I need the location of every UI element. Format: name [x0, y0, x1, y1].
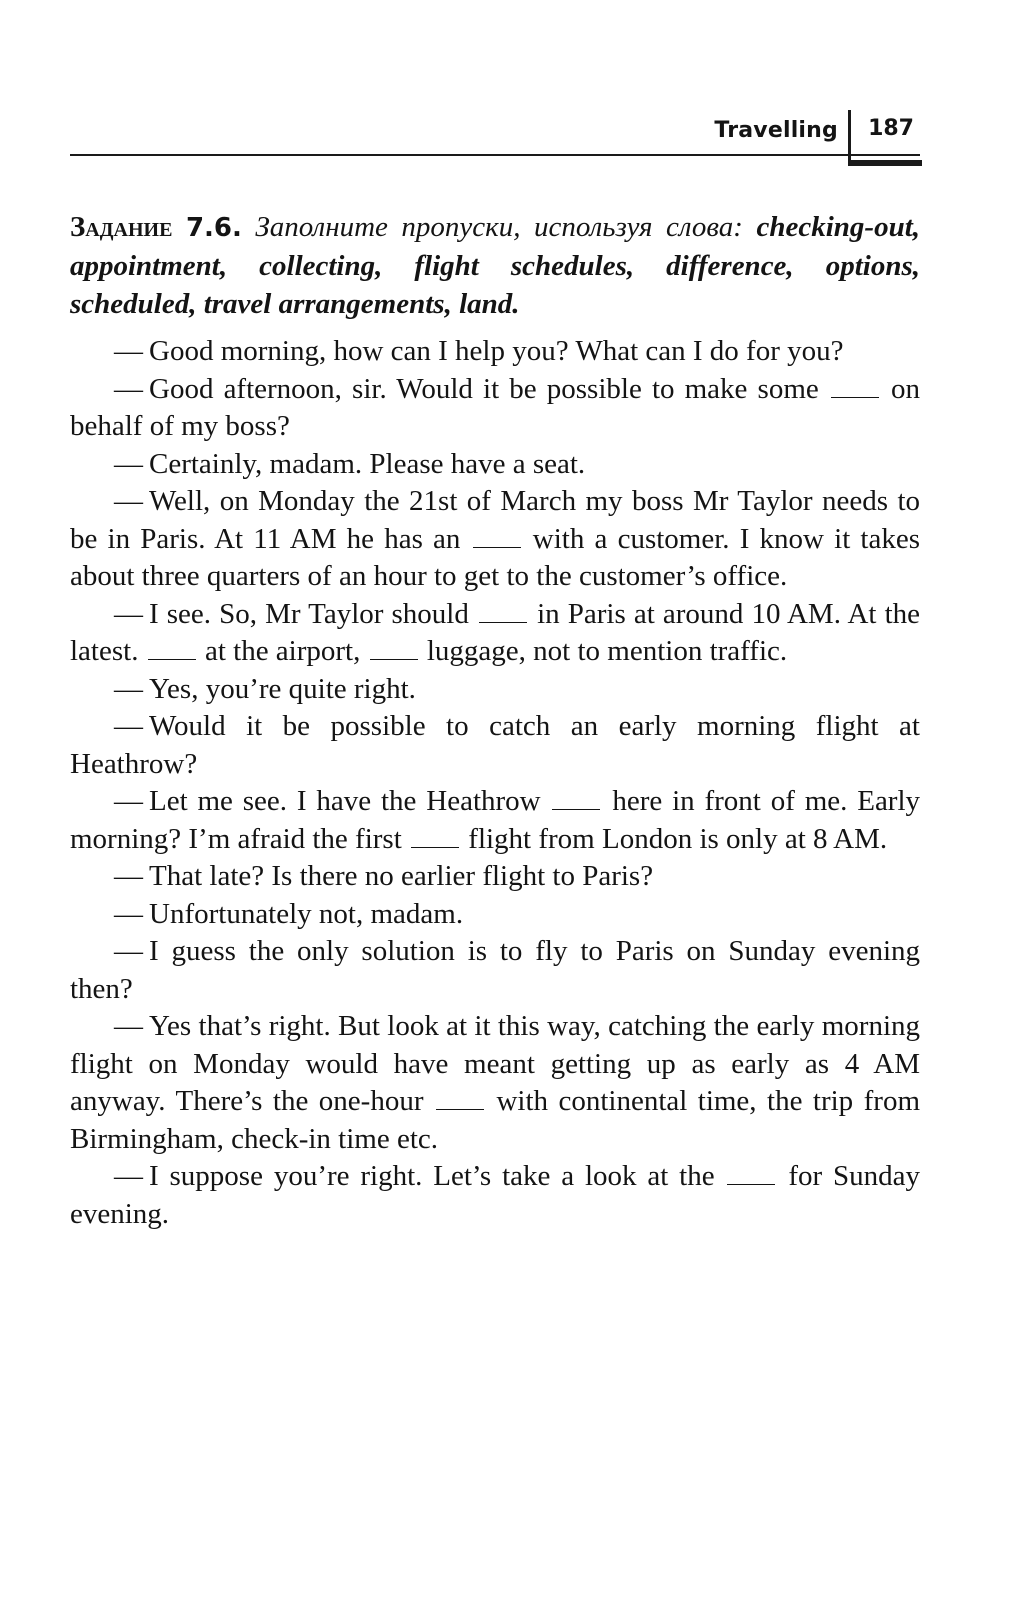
- task-number: 7.6.: [185, 213, 242, 243]
- dialogue-line: — Good afternoon, sir. Would it be possible to make some on behalf of my boss?: [70, 372, 921, 442]
- dialogue-line: — Let me see. I have the Heathrow here in front of me. Early morning? I’m afraid the first flight from London is only at 8 AM.: [70, 785, 921, 855]
- dialogue-line: — Yes that’s right. But look at it this way, catching the early morning flight on Monday would have meant getting up as early as 4 AM anyway. There’s the one-hour with continental time, the trip from Birmingham, check-in time etc.: [70, 1010, 921, 1155]
- header-divider: [848, 110, 851, 160]
- task-label: Задание: [70, 211, 173, 243]
- fill-blank: [148, 639, 196, 660]
- task-instruction: Заполните пропуски, используя слова:: [255, 211, 743, 243]
- fill-blank: [370, 639, 418, 660]
- task-words: checking-out, appointment, collecting, flight schedules, difference, options, scheduled, travel arrangements, land.: [70, 211, 921, 320]
- dialogue-line: — I see. So, Mr Taylor should in Paris at around 10 AM. At the latest. at the airport, luggage, not to mention traffic.: [70, 597, 920, 667]
- running-title: Travelling: [714, 118, 838, 143]
- dialogue-line: — I suppose you’re right. Let’s take a look at the for Sunday evening.: [70, 1160, 920, 1230]
- header-bar: [848, 160, 922, 166]
- fill-blank: [411, 827, 459, 848]
- fill-blank: [727, 1164, 775, 1185]
- dialogue-line: — Certainly, madam. Please have a seat.: [114, 447, 586, 480]
- page-number: 187: [868, 116, 914, 141]
- page-header: [70, 110, 920, 172]
- fill-blank: [479, 602, 527, 623]
- dialogue-line: — Yes, you’re quite right.: [114, 672, 416, 705]
- dialogue-line: — Good morning, how can I help you? What can I do for you?: [114, 335, 844, 367]
- dialogue-line: — Well, on Monday the 21st of March my boss Mr Taylor needs to be in Paris. At 11 AM he has an with a customer. I know it takes about three quarters of an hour to get to the customer’s office.: [70, 485, 921, 592]
- dialogue-line: — Would it be possible to catch an early morning flight at Heathrow?: [70, 710, 920, 780]
- dialogue-line: — I guess the only solution is to fly to Paris on Sunday evening then?: [70, 935, 920, 1005]
- fill-blank: [436, 1089, 484, 1110]
- fill-blank: [831, 377, 879, 398]
- page-content: [70, 208, 920, 1233]
- fill-blank: [473, 527, 521, 548]
- header-rule: [70, 154, 920, 156]
- task-heading: [70, 208, 920, 323]
- fill-blank: [552, 789, 600, 810]
- dialogue-line: — That late? Is there no earlier flight to Paris?: [114, 860, 654, 892]
- dialogue-line: — Unfortunately not, madam.: [114, 897, 464, 930]
